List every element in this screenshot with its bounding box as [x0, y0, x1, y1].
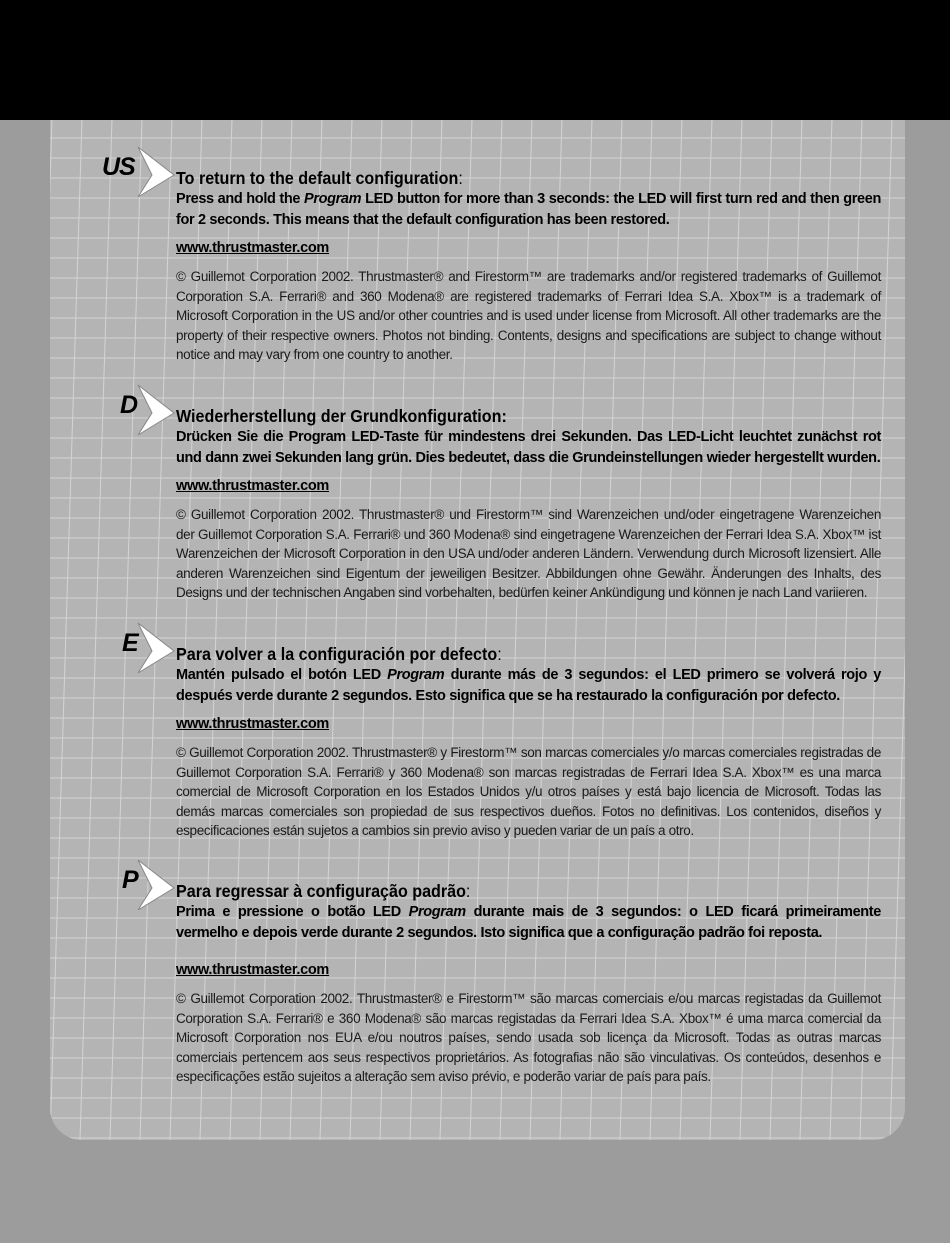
legal-notice: © Guillemot Corporation 2002. Thrustmaster® e Firestorm™ são marcas comerciais e/ou marcas registadas da Guillemot Corporation S.A. Ferrari® e 360 Modena® são marcas registadas da Ferrari Idea S.A. Xbox™ é uma marca comercial da Microsoft Corporation nos EUA e/ou noutros países, sendo usada sob licença da Microsoft. Todas as outras marcas comerciais pertencem aos seus respectivos proprietários. As fotografias não são vinculativas. Os conteúdos, desenhos e especificações estão sujeitos a alteração sem aviso prévio, e poderão variar de país para país.: [176, 991, 881, 1084]
website-link[interactable]: www.thrustmaster.com: [176, 240, 330, 256]
arrow-marker-icon: [102, 383, 182, 435]
section-instructions: Prima e pressione o botão LED Program durante mais de 3 segundos: o LED ficará primeiramente vermelho e depois verde durante 2 segundos. Isto significa que a configuração padrão foi reposta.: [176, 904, 881, 941]
section-instructions: Mantén pulsado el botón LED Program durante más de 3 segundos: el LED primero se volverá rojo y después verde durante 2 segundos. Esto significa que se ha restaurado la configuración por defecto.: [176, 667, 881, 704]
content-panel: [50, 120, 905, 1140]
language-marker-e: [102, 621, 160, 667]
language-code: US: [102, 153, 135, 181]
language-code: P: [122, 866, 138, 894]
top-black-band: [0, 0, 950, 120]
arrow-marker-icon: [102, 621, 182, 673]
language-code: E: [122, 629, 138, 657]
legal-notice: © Guillemot Corporation 2002. Thrustmaster® und Firestorm™ sind Warenzeichen und/oder eingetragene Warenzeichen der Guillemot Corporation S.A. Ferrari® und 360 Modena® sind eingetragene Warenzeichen der Ferrari Idea S.A. Xbox™ ist Warenzeichen der Microsoft Corporation in den USA und/oder anderen Ländern. Verwendung durch Microsoft lizensiert. Alle anderen Warenzeichen sind Eigentum der jeweiligen Besitzer. Abbildungen ohne Gewähr. Änderungen des Inhalts, des Designs und der technischen Angaben sind vorbehalten, bedürfen keiner Ankündigung und können je nach Land variieren.: [176, 507, 881, 600]
website-link[interactable]: www.thrustmaster.com: [176, 478, 330, 494]
section-instructions: Press and hold the Program LED button for more than 3 seconds: the LED will first turn red and then green for 2 seconds. This means that the default configuration has been restored.: [176, 191, 881, 228]
section-title: To return to the default configuration:: [176, 168, 463, 188]
section-instructions: Drücken Sie die Program LED-Taste für mindestens drei Sekunden. Das LED-Licht leuchtet zunächst rot und dann zwei Sekunden lang grün. Dies bedeutet, dass die Grundeinstellungen wieder hergestellt wurden.: [176, 429, 881, 466]
language-code: D: [120, 391, 138, 419]
language-marker-us: [102, 145, 160, 191]
language-marker-d: [102, 383, 160, 429]
legal-notice: © Guillemot Corporation 2002. Thrustmaster® and Firestorm™ are trademarks and/or registered trademarks of Guillemot Corporation S.A. Ferrari® and 360 Modena® are registered trademarks of Ferrari Idea S.A. Xbox™ is a trademark of Microsoft Corporation in the US and/or other countries and is used under license from Microsoft. All other trademarks are the property of their respective owners. Photos not binding. Contents, designs and specifications are subject to change without notice and may vary from one country to another.: [176, 269, 881, 362]
language-marker-p: [102, 858, 160, 904]
section-title: Para regressar à configuração padrão:: [176, 881, 471, 901]
arrow-marker-icon: [102, 858, 182, 910]
section-title: Wiederherstellung der Grundkonfiguration:: [176, 406, 507, 426]
section-title: Para volver a la configuración por defecto:: [176, 644, 502, 664]
website-link[interactable]: www.thrustmaster.com: [176, 962, 330, 978]
legal-notice: © Guillemot Corporation 2002. Thrustmaster® y Firestorm™ son marcas comerciales y/o marcas comerciales registradas de Guillemot Corporation S.A. Ferrari® y 360 Modena® son marcas registradas de Ferrari Idea S.A. Xbox™ es una marca comercial de Microsoft Corporation en los Estados Unidos y/u otros países y está bajo licencia de Microsoft. Todas las demás marcas comerciales son propiedad de sus respectivos dueños. Fotos no definitivas. Los contenidos, diseños y especificaciones están sujetos a cambios sin previo aviso y pueden variar de un país a otro.: [176, 745, 881, 838]
website-link[interactable]: www.thrustmaster.com: [176, 716, 330, 732]
